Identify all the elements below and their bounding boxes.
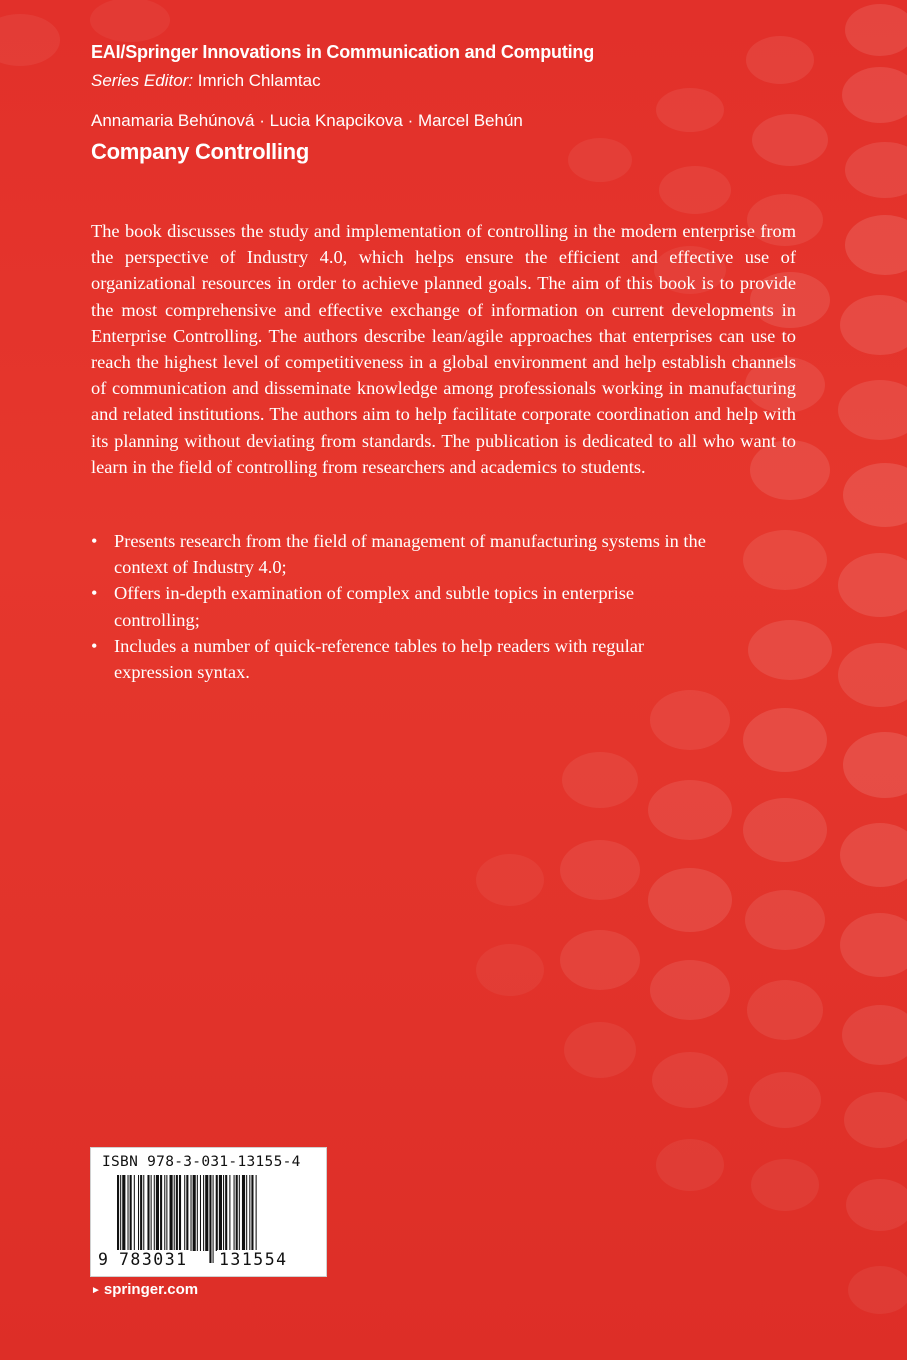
feature-text: Includes a number of quick-reference tables to help readers with regular expression syntax. bbox=[114, 635, 645, 683]
barcode-bar bbox=[205, 1175, 208, 1251]
barcode-bar bbox=[251, 1175, 253, 1251]
barcode-bar bbox=[225, 1175, 227, 1251]
book-title: Company Controlling bbox=[91, 139, 309, 164]
barcode-bar bbox=[200, 1175, 201, 1251]
feature-text: Presents research from the field of management of manufacturing systems in the context of Industry 4.0; bbox=[114, 531, 706, 578]
barcode-bar bbox=[184, 1175, 185, 1251]
barcode-bar bbox=[154, 1175, 155, 1251]
barcode-bar bbox=[203, 1175, 204, 1251]
barcode-bar bbox=[160, 1175, 162, 1251]
barcode-bar bbox=[122, 1175, 125, 1251]
barcode-bar bbox=[179, 1175, 181, 1251]
ean-left-digits: 783031 bbox=[119, 1250, 188, 1269]
publisher-url: springer.com bbox=[103, 1281, 199, 1298]
barcode-bar bbox=[140, 1175, 142, 1251]
barcode-bar bbox=[170, 1175, 173, 1251]
feature-item bbox=[91, 580, 714, 632]
barcode-bar bbox=[176, 1175, 178, 1251]
book-description: The book discusses the study and implementation of controlling in the modern enterprise from the perspective of Industry 4.0, which helps ensure the efficient and effective use of organizational resources in order to achieve planned goals. The aim of this book is to provide the most comprehensive and effective exchange of information on current developments in Enterprise Controlling. The authors describe lean/agile approaches that enterprises can use to reach the highest level of competitiveness in a global environment and help establish channels of communication and disseminate knowledge among professionals working in manufacturing and related institutions. The authors aim to help facilitate corporate coordination and help with its planning without deviating from standards. The publication is dedicated to all who want to learn in the field of controlling from researchers and academics to students. bbox=[91, 221, 796, 477]
barcode-bar bbox=[216, 1175, 218, 1251]
book-authors: Annamaria Behúnová · Lucia Knapcikova · Marcel Behún bbox=[91, 111, 523, 130]
publisher-link[interactable] bbox=[91, 1281, 198, 1298]
barcode-bar bbox=[193, 1175, 196, 1251]
barcode-bar bbox=[197, 1175, 198, 1251]
barcode-bar bbox=[151, 1175, 152, 1251]
barcode-bar bbox=[186, 1175, 188, 1251]
series-editor-name: Imrich Chlamtac bbox=[197, 71, 321, 90]
barcode-bar bbox=[239, 1175, 240, 1251]
barcode-bar bbox=[166, 1175, 167, 1251]
series-editor-label: Series Editor: bbox=[91, 71, 194, 90]
series-editor-line bbox=[91, 71, 321, 91]
feature-item bbox=[91, 528, 714, 580]
barcode-bar bbox=[128, 1175, 129, 1251]
bullet-marker: • bbox=[91, 635, 98, 656]
barcode-bar bbox=[213, 1175, 214, 1263]
barcode-bar bbox=[219, 1175, 222, 1251]
ean-right-digits: 131554 bbox=[219, 1250, 288, 1269]
barcode-bar bbox=[249, 1175, 250, 1251]
barcode-bar bbox=[130, 1175, 132, 1251]
barcode-bar bbox=[156, 1175, 159, 1251]
barcode-bar bbox=[143, 1175, 144, 1251]
feature-item bbox=[91, 633, 714, 685]
ean-lead-digit: 9 bbox=[98, 1250, 108, 1269]
barcode-bar bbox=[134, 1175, 135, 1251]
bullet-marker: • bbox=[91, 531, 98, 551]
barcode-bar bbox=[242, 1175, 245, 1251]
series-title: EAI/Springer Innovations in Communication and Computing bbox=[91, 42, 595, 62]
barcode-bar bbox=[256, 1175, 257, 1251]
isbn-label: ISBN 978-3-031-13155-4 bbox=[102, 1154, 301, 1170]
barcode-bar bbox=[223, 1175, 224, 1251]
isbn-barcode bbox=[90, 1147, 327, 1277]
barcode-bar bbox=[236, 1175, 238, 1251]
barcode-bar bbox=[147, 1175, 149, 1251]
barcode-bar bbox=[209, 1175, 211, 1263]
barcode-bar bbox=[138, 1175, 139, 1251]
feature-text: Offers in-depth examination of complex and subtle topics in enterprise controlling; bbox=[114, 583, 635, 630]
barcode-bar bbox=[246, 1175, 247, 1251]
barcode-bar bbox=[164, 1175, 165, 1251]
barcode-bar bbox=[174, 1175, 175, 1251]
barcode-bar bbox=[234, 1175, 235, 1251]
barcode-bar bbox=[191, 1175, 192, 1251]
arrow-right-icon: ► bbox=[91, 1285, 101, 1296]
bullet-marker: • bbox=[91, 583, 98, 604]
barcode-bar bbox=[229, 1175, 230, 1251]
feature-list bbox=[91, 528, 796, 685]
